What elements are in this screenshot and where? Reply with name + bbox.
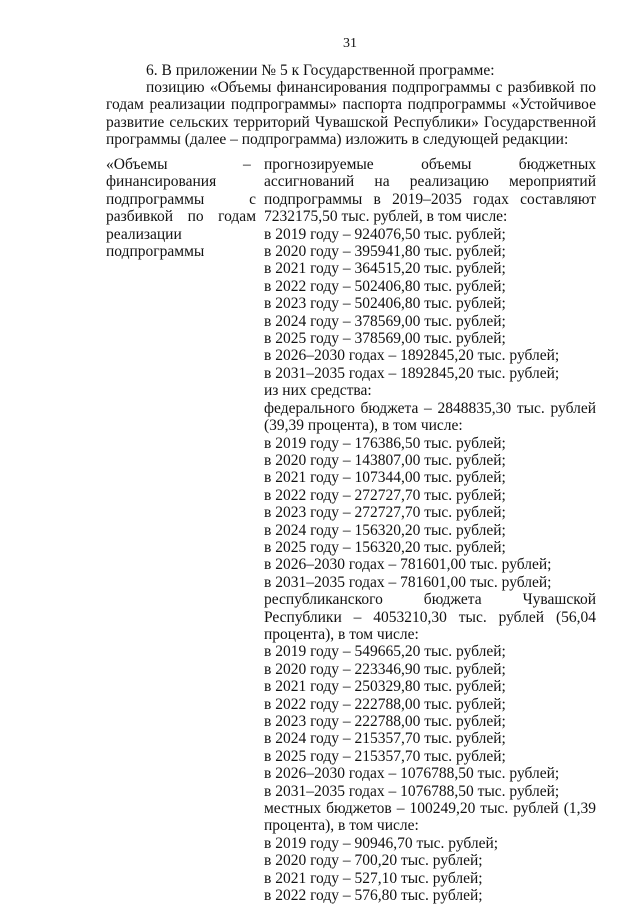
- republic-year-line: в 2020 году – 223346,90 тыс. рублей;: [264, 660, 506, 678]
- republic-year-line: в 2026–2030 годах – 1076788,50 тыс. рублей;: [264, 765, 560, 783]
- total-year-line: в 2021 году – 364515,20 тыс. рублей;: [264, 260, 506, 278]
- republic-year-line: в 2024 году – 215357,70 тыс. рублей;: [264, 730, 506, 748]
- total-year-line: в 2024 году – 378569,00 тыс. рублей;: [264, 312, 506, 330]
- republic-year-line: в 2019 году – 549665,20 тыс. рублей;: [264, 643, 506, 661]
- federal-year-line: в 2026–2030 годах – 781601,00 тыс. рублей;: [264, 556, 552, 574]
- page-number: 31: [343, 36, 357, 51]
- federal-year-line: в 2022 году – 272727,70 тыс. рублей;: [264, 486, 506, 504]
- local-year-line: в 2022 году – 576,80 тыс. рублей;: [264, 887, 483, 905]
- local-intro: местных бюджетов – 100249,20 тыс. рублей (1,39 процента), в том числе:: [264, 800, 596, 835]
- federal-year-line: в 2020 году – 143807,00 тыс. рублей;: [264, 451, 506, 469]
- intro-section: [106, 62, 596, 148]
- total-intro: прогнозируемые объемы бюджетных ассигнований на реализацию мероприятий подпрограммы в 2019–2035 годах составляют 7232175,50 тыс. рублей, в том числе:: [264, 156, 596, 226]
- local-year-line: в 2020 году – 700,20 тыс. рублей;: [264, 852, 483, 870]
- local-year-line: в 2021 году – 527,10 тыс. рублей;: [264, 869, 483, 887]
- republic-year-line: в 2031–2035 годах – 1076788,50 тыс. рублей;: [264, 782, 560, 800]
- total-year-line: в 2026–2030 годах – 1892845,20 тыс. рублей;: [264, 347, 560, 365]
- total-year-line: в 2022 году – 502406,80 тыс. рублей;: [264, 277, 506, 295]
- federal-intro: федерального бюджета – 2848835,30 тыс. рублей (39,39 процента), в том числе:: [264, 399, 596, 435]
- total-year-line: в 2019 году – 924076,50 тыс. рублей;: [264, 225, 506, 243]
- republic-year-line: в 2023 году – 222788,00 тыс. рублей;: [264, 713, 506, 730]
- local-year-line: в 2019 году – 90946,70 тыс. рублей;: [264, 834, 499, 852]
- republic-intro: республиканского бюджета Чувашской Республики – 4053210,30 тыс. рублей (56,04 процента), в том числе:: [264, 591, 596, 643]
- position-dash: –: [243, 156, 251, 173]
- federal-year-line: в 2031–2035 годах – 781601,00 тыс. рублей;: [264, 573, 552, 591]
- federal-year-line: в 2024 году – 156320,20 тыс. рублей;: [264, 521, 506, 539]
- republic-year-line: в 2021 году – 250329,80 тыс. рублей;: [264, 678, 506, 696]
- republic-year-line: в 2025 году – 215357,70 тыс. рублей;: [264, 747, 506, 765]
- federal-year-line: в 2019 году – 176386,50 тыс. рублей;: [264, 434, 506, 452]
- financing-details: [264, 156, 596, 904]
- total-year-line: в 2020 году – 395941,80 тыс. рублей;: [264, 243, 506, 261]
- federal-year-line: в 2021 году – 107344,00 тыс. рублей;: [264, 469, 506, 487]
- total-year-line: в 2023 году – 502406,80 тыс. рублей;: [264, 295, 506, 313]
- total-year-line: в 2031–2035 годах – 1892845,20 тыс. рублей;: [264, 364, 560, 382]
- federal-year-line: в 2023 году – 272727,70 тыс. рублей;: [264, 504, 506, 522]
- sources-label: из них средства:: [264, 382, 372, 400]
- amendment-paragraph: позицию «Объемы финансирования подпрограммы с разбивкой по годам реализации подпрограммы» паспорта подпрограммы «Устойчивое развитие сельских территорий Чувашской Республики» Государственной программы (далее – подпрограмма) изложить в следующей редакции:: [106, 79, 596, 148]
- amendment-heading: 6. В приложении № 5 к Государственной программе:: [146, 62, 495, 79]
- total-year-line: в 2025 году – 378569,00 тыс. рублей;: [264, 330, 506, 348]
- republic-year-line: в 2022 году – 222788,00 тыс. рублей;: [264, 695, 506, 713]
- position-label: «Объемы финансирования подпрограммы с разбивкой по годам реализации подпрограммы: [106, 156, 256, 261]
- federal-year-line: в 2025 году – 156320,20 тыс. рублей;: [264, 538, 506, 556]
